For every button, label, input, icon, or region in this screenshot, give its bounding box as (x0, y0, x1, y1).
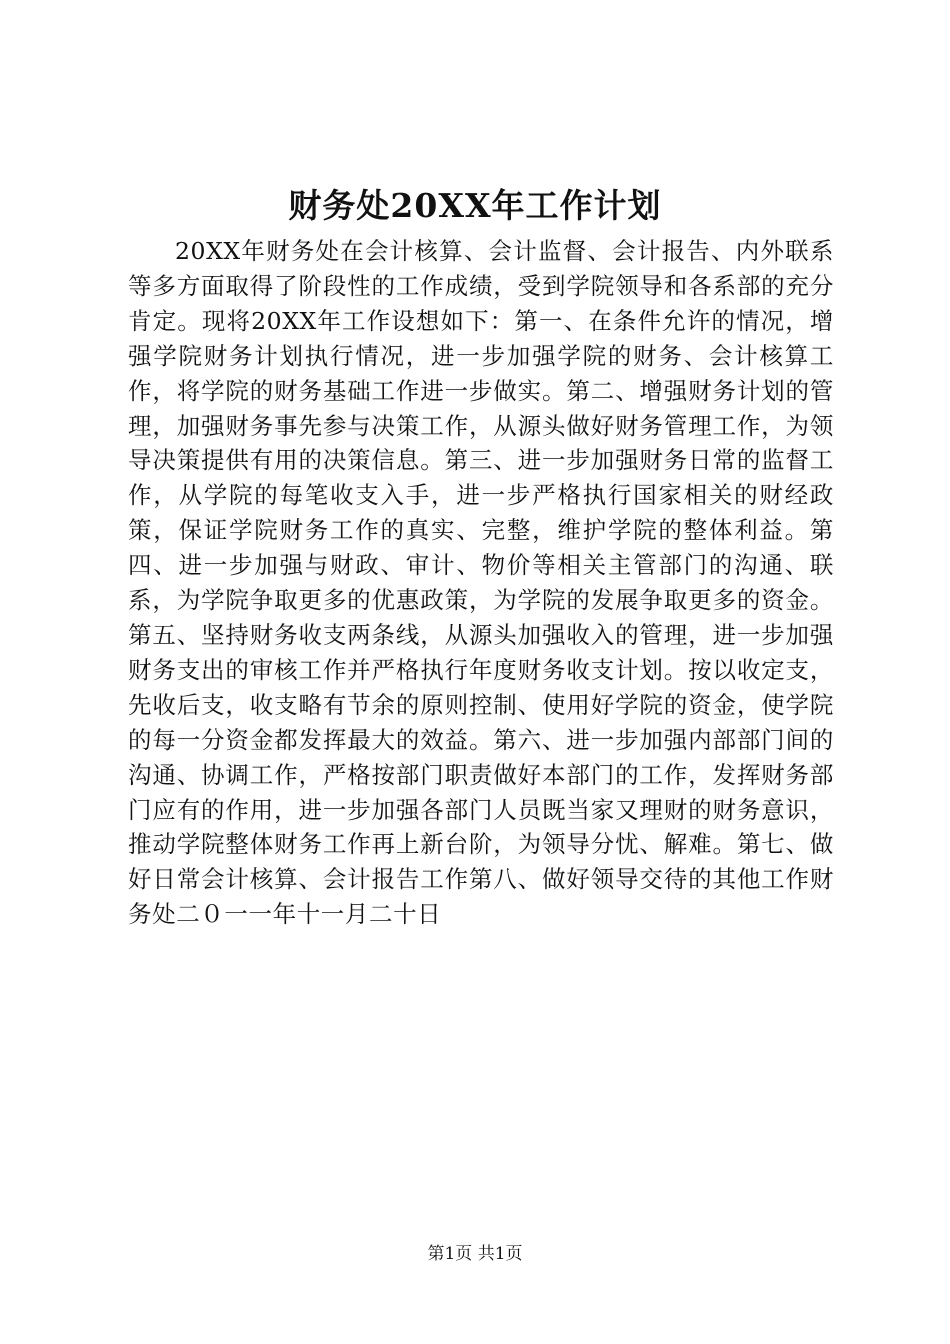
page-number-footer: 第1页 共1页 (427, 1244, 523, 1264)
document-body-paragraph: 20XX年财务处在会计核算、会计监督、会计报告、内外联系等多方面取得了阶段性的工作成绩，受到学院领导和各系部的充分肯定。现将20XX年工作设想如下：第一、在条件允许的情况，增强学院财务计划执行情况，进一步加强学院的财务、会计核算工作，将学院的财务基础工作进一步做实。第二、增强财务计划的管理，加强财务事先参与决策工作，从源头做好财务管理工作，为领导决策提供有用的决策信息。第三、进一步加强财务日常的监督工作，从学院的每笔收支入手，进一步严格执行国家相关的财经政策，保证学院财务工作的真实、完整，维护学院的整体利益。第四、进一步加强与财政、审计、物价等相关主管部门的沟通、联系，为学院争取更多的优惠政策，为学院的发展争取更多的资金。第五、坚持财务收支两条线，从源头加强收入的管理，进一步加强财务支出的审核工作并严格执行年度财务收支计划。按以收定支，先收后支，收支略有节余的原则控制、使用好学院的资金，使学院的每一分资金都发挥最大的效益。第六、进一步加强内部部门间的沟通、协调工作，严格按部门职责做好本部门的工作，发挥财务部门应有的作用，进一步加强各部门人员既当家又理财的财务意识，推动学院整体财务工作再上新台阶，为领导分忧、解难。第七、做好日常会计核算、会计报告工作第八、做好领导交待的其他工作财务处二０一一年十一月二十日 (128, 237, 834, 929)
document-title: 财务处20XX年工作计划 (288, 186, 662, 225)
